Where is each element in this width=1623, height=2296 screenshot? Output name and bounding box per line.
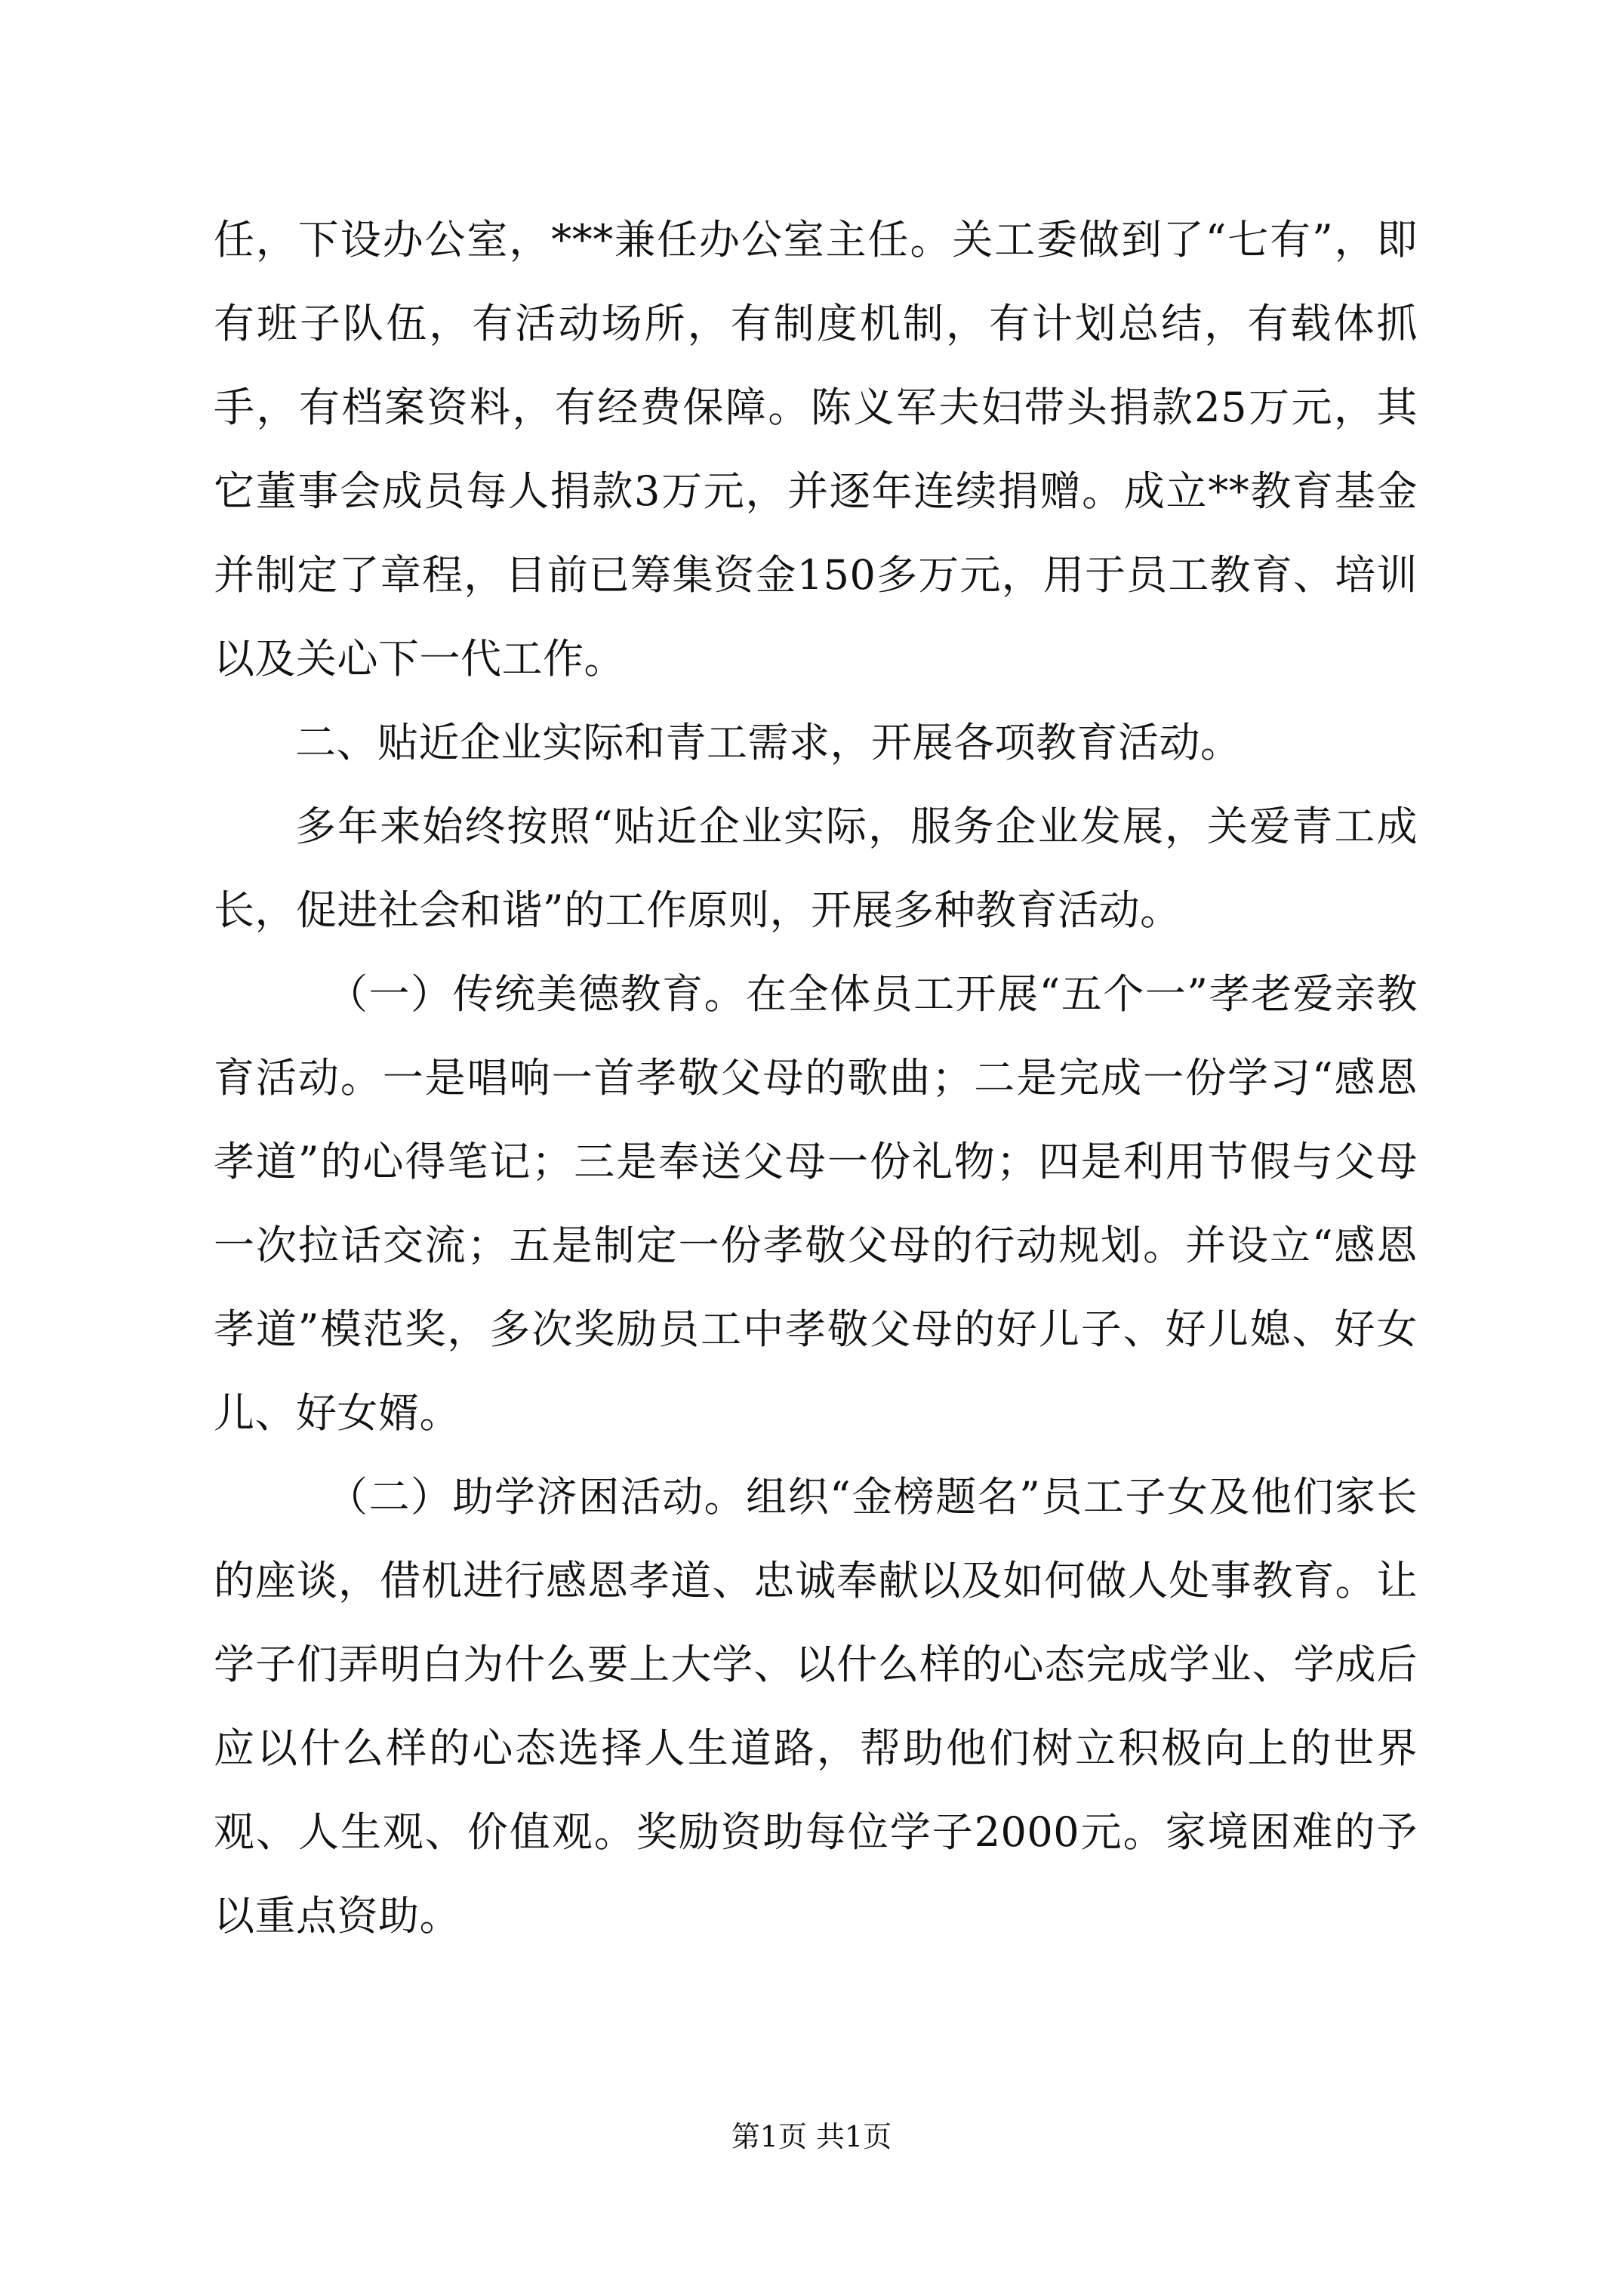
paragraph-work-principles: 多年来始终按照“贴近企业实际，服务企业发展，关爱青工成长，促进社会和谐”的工作原则，开展多种教育活动。: [214, 803, 1418, 934]
paragraph-traditional-virtue-education: （一）传统美德教育。在全体员工开展“五个一”孝老爱亲教育活动。一是唱响一首孝敬父母的歌曲；二是完成一份学习“感恩孝道”的心得笔记；三是奉送父母一份礼物；四是利用节假与父母一次拉话交流；五是制定一份孝敬父母的行动规划。并设立“感恩孝道”模范奖，多次奖励员工中孝敬父母的好儿子、好儿媳、好女儿、好女婿。: [214, 970, 1418, 1437]
page-footer: 第1页 共1页: [731, 2120, 892, 2153]
section-heading-education-activities: 二、贴近企业实际和青工需求，开展各项教育活动。: [295, 719, 1242, 766]
paragraph-student-aid-activities: （二）助学济困活动。组织“金榜题名”员工子女及他们家长的座谈，借机进行感恩孝道、忠诚奉献以及如何做人处事教育。让学子们弄明白为什么要上大学、以什么样的心态完成学业、学成后应以什么样的心态选择人生道路，帮助他们树立积极向上的世界观、人生观、价值观。奖励资助每位学子2000元。家境困难的予以重点资助。: [214, 1473, 1418, 1940]
document-body: [214, 198, 1418, 1958]
paragraph-leadership-fund: 任，下设办公室，***兼任办公室主任。关工委做到了“七有”，即有班子队伍，有活动场所，有制度机制，有计划总结，有载体抓手，有档案资料，有经费保障。陈义军夫妇带头捐款25万元，其它董事会成员每人捐款3万元，并逐年连续捐赠。成立**教育基金并制定了章程，目前已筹集资金150多万元，用于员工教育、培训以及关心下一代工作。: [214, 216, 1418, 683]
